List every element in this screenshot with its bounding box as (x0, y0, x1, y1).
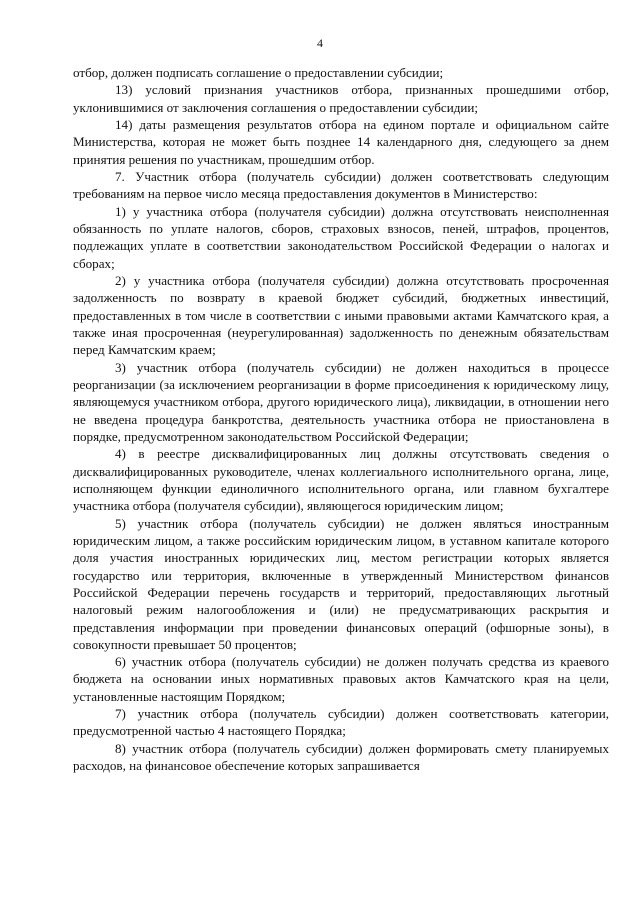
paragraph-continuation: отбор, должен подписать соглашение о предоставлении субсидии; (73, 65, 444, 80)
paragraph-requirement-5: 5) участник отбора (получатель субсидии) не должен являться иностранным юридическим лицом, а также российским юридическим лицом, в уставном капитале которого доля участия иностранных юридических лиц, местом регистрации которых является государство или территория, включенные в утвержденный Министерством финансов Российской Федерации перечень государств и территорий, предоставляющих льготный налоговый режим налогообложения и (или) не предусматривающих раскрытия и представления информации при проведении финансовых операций (офшорные зоны), в совокупности превышает 50 процентов; (73, 515, 609, 652)
paragraph-requirement-2: 2) у участника отбора (получателя субсидии) должна отсутствовать просроченная задолженность по возврату в краевой бюджет субсидий, бюджетных инвестиций, предоставленных в том числе в соответствии с иными правовыми актами Камчатского края, а также иная просроченная (неурегулированная) задолженность по денежным обязательствам перед Камчатским краем; (73, 272, 609, 358)
paragraph-requirement-7: 7) участник отбора (получатель субсидии) должен соответствовать категории, предусмотренной частью 4 настоящего Порядка; (73, 706, 609, 739)
document-body (73, 64, 609, 774)
paragraph-requirement-4: 4) в реестре дисквалифицированных лиц должны отсутствовать сведения о дисквалифицированных руководителе, членах коллегиального исполнительного органа, лице, исполняющем функции единоличного исполнительного органа, или главном бухгалтере участника отбора (получателя субсидии), являющегося юридическим лицом; (73, 446, 609, 514)
paragraph-requirement-8: 8) участник отбора (получатель субсидии) должен формировать смету планируемых расходов, на финансовое обеспечение которых запрашивается (73, 740, 609, 774)
paragraph-requirement-1: 1) у участника отбора (получателя субсидии) должна отсутствовать неисполненная обязанность по уплате налогов, сборов, страховых взносов, пеней, штрафов, процентов, подлежащих уплате в соответствии законодательством Российской Федерации о налогах и сборах; (73, 203, 609, 271)
paragraph-item-14: 14) даты размещения результатов отбора на едином портале и официальном сайте Министерства, которая не может быть позднее 14 календарного дня, следующего за днем принятия решения по участникам, прошедшим отбор. (73, 116, 609, 167)
page-number: 4 (317, 36, 323, 50)
paragraph-item-13: 13) условий признания участников отбора, признанных прошедшими отбор, уклонившимися от заключения соглашения о предоставлении субсидии; (73, 82, 609, 115)
paragraph-requirement-6: 6) участник отбора (получатель субсидии) не должен получать средства из краевого бюджета на основании иных нормативных правовых актов Камчатского края на цели, установленные настоящим Порядком; (73, 654, 609, 704)
paragraph-section-7: 7. Участник отбора (получатель субсидии) должен соответствовать следующим требованиям на первое число месяца предоставления документов в Министерство: (73, 168, 609, 202)
paragraph-requirement-3: 3) участник отбора (получатель субсидии) не должен находиться в процессе реорганизации (за исключением реорганизации в форме присоединения к юридическому лицу, являющемуся участником отбора, другого юридического лица), ликвидации, в отношении него не введена процедура банкротства, деятельность участника отбора не приостановлена в порядке, предусмотренном законодательством Российской Федерации; (73, 359, 609, 444)
